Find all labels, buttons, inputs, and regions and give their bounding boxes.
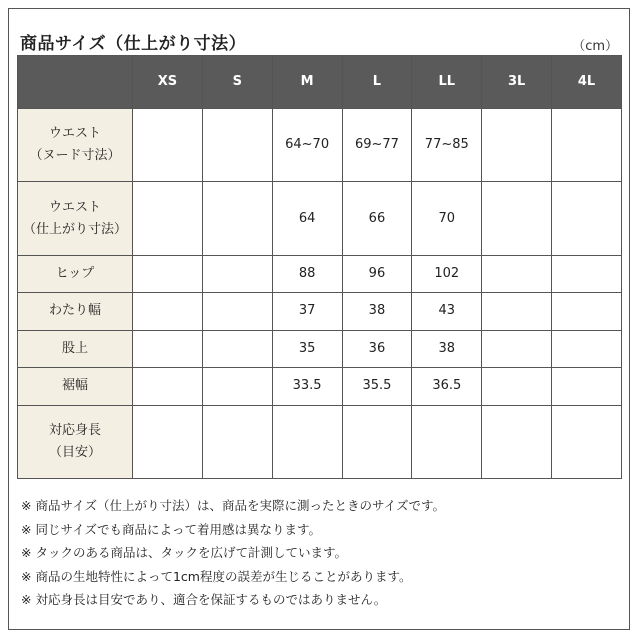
table-cell: 35.5 [342, 368, 412, 405]
size-header-ll: LL [412, 56, 482, 109]
row-label-sub: （ヌード寸法） [29, 148, 121, 164]
table-cell [133, 255, 203, 292]
header-row [18, 56, 622, 109]
table-cell [342, 405, 412, 478]
table-cell [552, 109, 622, 182]
row-label-main: ウエスト [48, 126, 101, 142]
row-label-main: ヒップ [55, 265, 95, 281]
note-item: ※ タックのある商品は、タックを広げて計測しています。 [21, 545, 347, 560]
table-cell: 36.5 [412, 368, 482, 405]
table-cell [202, 405, 272, 478]
table-cell [552, 255, 622, 292]
unit-label: （cm） [572, 39, 618, 54]
notes-list [21, 494, 445, 612]
row-label [18, 182, 133, 255]
table-cell: 38 [412, 330, 482, 367]
row-label [18, 293, 133, 330]
table-cell: 64~70 [272, 109, 342, 182]
row-label-main: わたり幅 [48, 303, 101, 319]
row-label [18, 405, 133, 478]
table-row [18, 109, 622, 182]
table-cell [482, 330, 552, 367]
note-item: ※ 商品サイズ（仕上がり寸法）は、商品を実際に測ったときのサイズです。 [21, 498, 445, 513]
table-cell [202, 330, 272, 367]
table-cell: 70 [412, 182, 482, 255]
table-cell [202, 109, 272, 182]
table-cell [133, 405, 203, 478]
table-cell [552, 368, 622, 405]
row-label [18, 109, 133, 182]
row-label-main: ウエスト [48, 199, 101, 215]
row-label-main: 股上 [61, 340, 88, 356]
table-cell: 69~77 [342, 109, 412, 182]
table-cell [482, 109, 552, 182]
table-cell [272, 405, 342, 478]
page-title: 商品サイズ（仕上がり寸法） [20, 34, 247, 54]
table-cell [482, 182, 552, 255]
table-row [18, 255, 622, 292]
table-cell [482, 255, 552, 292]
size-header-3l: 3L [482, 56, 552, 109]
row-label [18, 255, 133, 292]
note-item: ※ 商品の生地特性によって1cm程度の誤差が生じることがあります。 [21, 568, 412, 584]
table-cell: 35 [272, 330, 342, 367]
table-row [18, 368, 622, 405]
table-cell: 36 [342, 330, 412, 367]
table-cell: 102 [412, 255, 482, 292]
size-table [17, 55, 622, 479]
table-row [18, 293, 622, 330]
table-cell [202, 255, 272, 292]
size-header-s: S [202, 56, 272, 109]
table-cell [202, 368, 272, 405]
table-cell [552, 405, 622, 478]
row-label-sub: （目安） [48, 444, 101, 460]
table-cell: 37 [272, 293, 342, 330]
row-label-main: 裾幅 [61, 378, 88, 394]
size-header-l: L [342, 56, 412, 109]
size-header-4l: 4L [552, 56, 622, 109]
table-cell: 66 [342, 182, 412, 255]
table-cell [482, 405, 552, 478]
table-cell: 88 [272, 255, 342, 292]
table-cell: 33.5 [272, 368, 342, 405]
table-cell: 43 [412, 293, 482, 330]
table-row [18, 330, 622, 367]
row-label-sub: （仕上がり寸法） [22, 221, 127, 237]
table-cell [133, 109, 203, 182]
note-item: ※ 同じサイズでも商品によって着用感は異なります。 [21, 521, 321, 537]
note-item: ※ 対応身長は目安であり、適合を保証するものではありません。 [21, 592, 387, 607]
header-corner [18, 56, 133, 109]
table-cell [412, 405, 482, 478]
row-label-main: 対応身長 [48, 422, 101, 438]
table-row [18, 182, 622, 255]
table-cell [482, 293, 552, 330]
table-cell [552, 293, 622, 330]
row-label [18, 368, 133, 405]
table-cell: 96 [342, 255, 412, 292]
table-cell [552, 182, 622, 255]
row-label [18, 330, 133, 367]
table-cell: 64 [272, 182, 342, 255]
table-cell [133, 368, 203, 405]
size-header-xs: XS [133, 56, 203, 109]
table-cell [133, 293, 203, 330]
table-row [18, 405, 622, 478]
table-cell [202, 293, 272, 330]
table-cell [133, 330, 203, 367]
table-cell [552, 330, 622, 367]
table-cell [482, 368, 552, 405]
table-cell [133, 182, 203, 255]
table-cell [202, 182, 272, 255]
table-cell: 38 [342, 293, 412, 330]
size-header-m: M [272, 56, 342, 109]
table-cell: 77~85 [412, 109, 482, 182]
